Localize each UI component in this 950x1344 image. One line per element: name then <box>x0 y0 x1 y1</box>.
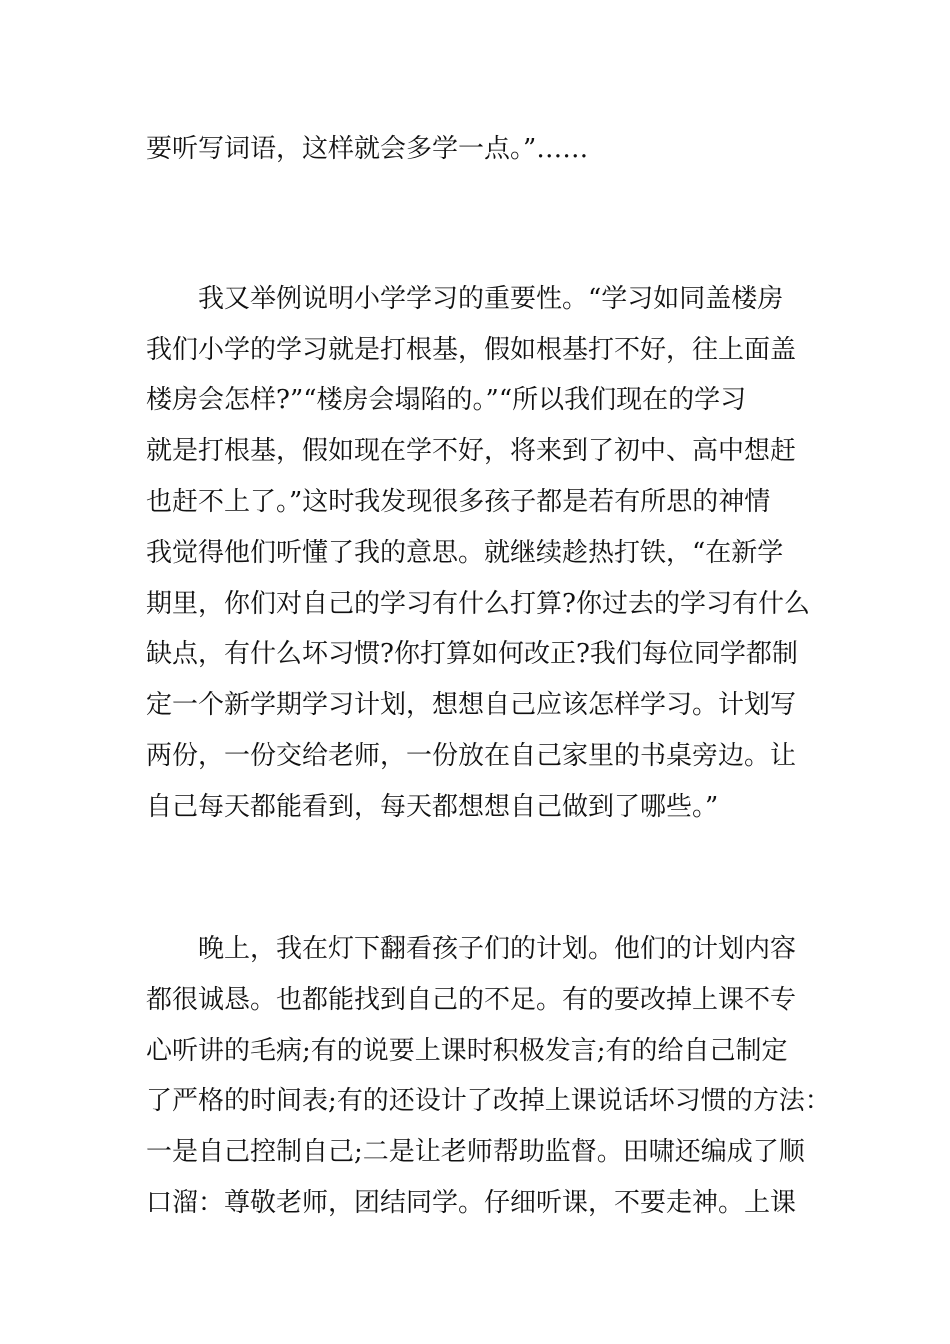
paragraph-1-line: 两份，一份交给老师，一份放在自己家里的书桌旁边。让 <box>146 741 797 771</box>
paragraph-2-line: 都很诚恳。也都能找到自己的不足。有的要改掉上课不专 <box>146 985 797 1015</box>
paragraph-1-line: 楼房会怎样?”“楼房会塌陷的。”“所以我们现在的学习 <box>146 385 747 415</box>
paragraph-1-line: 我又举例说明小学学习的重要性。“学习如同盖楼房 <box>198 284 784 314</box>
paragraph-1-line: 也赶不上了。”这时我发现很多孩子都是若有所思的神情 <box>146 487 771 517</box>
paragraph-1-line: 期里，你们对自己的学习有什么打算?你过去的学习有什么 <box>146 589 810 619</box>
paragraph-2-line: 晚上，我在灯下翻看孩子们的计划。他们的计划内容 <box>198 934 797 964</box>
paragraph-1-line: 自己每天都能看到，每天都想想自己做到了哪些。” <box>146 792 719 822</box>
paragraph-fragment-line: 要听写词语，这样就会多学一点。”…… <box>146 134 589 164</box>
paragraph-2-line: 一是自己控制自己;二是让老师帮助监督。田啸还编成了顺 <box>146 1137 805 1167</box>
paragraph-2-line: 了严格的时间表;有的还设计了改掉上课说话坏习惯的方法： <box>146 1086 831 1116</box>
paragraph-1-line: 定一个新学期学习计划，想想自己应该怎样学习。计划写 <box>146 690 797 720</box>
paragraph-1-line: 缺点，有什么坏习惯?你打算如何改正?我们每位同学都制 <box>146 639 798 669</box>
paragraph-2-line: 口溜：尊敬老师，团结同学。仔细听课，不要走神。上课 <box>146 1188 797 1218</box>
paragraph-1-line: 我觉得他们听懂了我的意思。就继续趁热打铁，“在新学 <box>146 538 784 568</box>
paragraph-1-line: 就是打根基，假如现在学不好，将来到了初中、高中想赶 <box>146 436 797 466</box>
paragraph-2-line: 心听讲的毛病;有的说要上课时积极发言;有的给自己制定 <box>146 1036 788 1066</box>
paragraph-1-line: 我们小学的学习就是打根基，假如根基打不好，往上面盖 <box>146 335 797 365</box>
